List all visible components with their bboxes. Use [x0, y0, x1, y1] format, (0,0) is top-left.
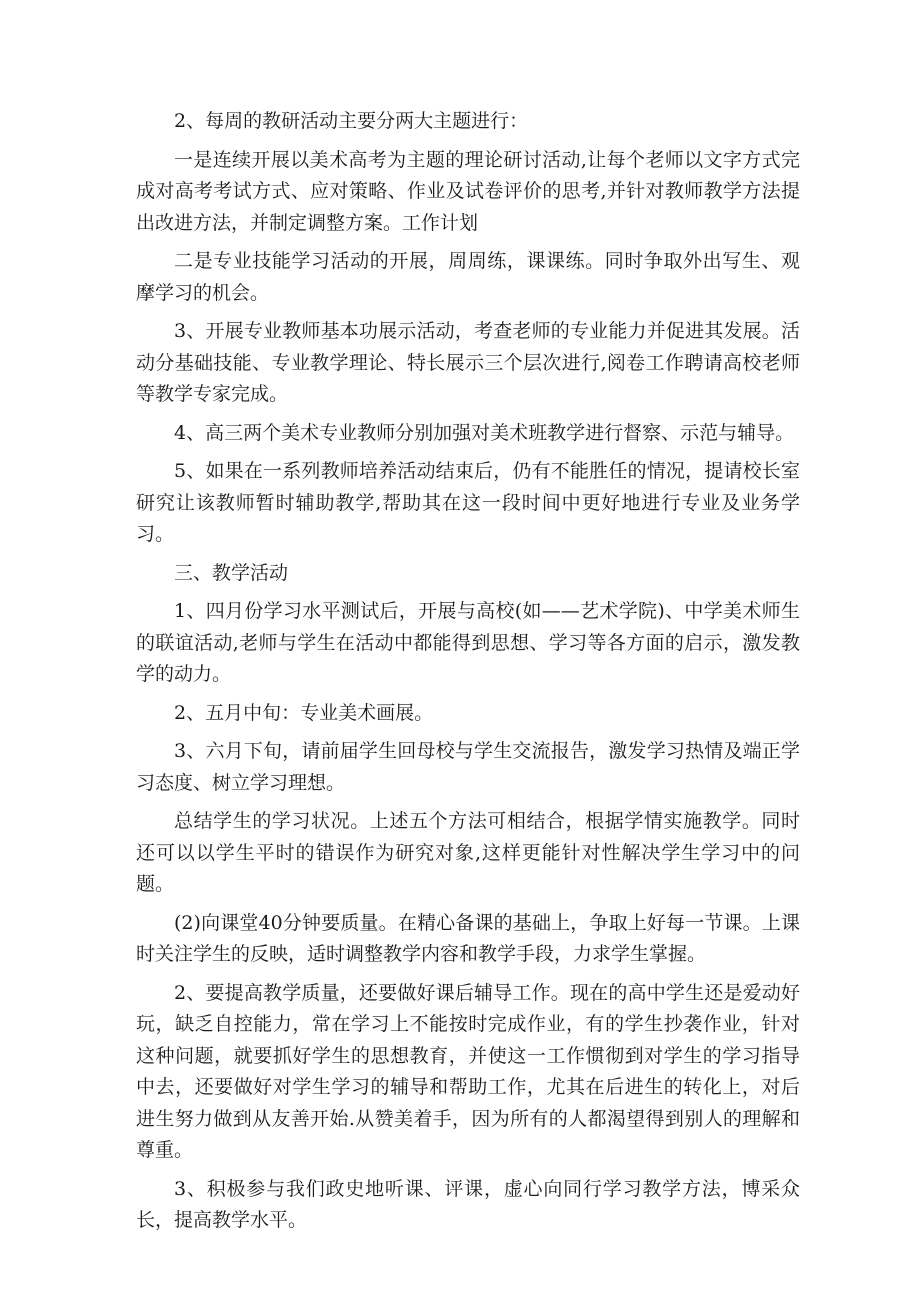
paragraph: 2、每周的教研活动主要分两大主题进行：: [174, 110, 529, 132]
paragraph: 3、开展专业教师基本功展示活动，考查老师的专业能力并促进其发展。活动分基础技能、专业教学理论、特长展示三个层次进行,阅卷工作聘请高校老师等教学专家完成。: [136, 320, 800, 405]
paragraph: 1、四月份学习水平测试后，开展与高校(如——艺术学院)、中学美术师生的联谊活动,老师与学生在活动中都能得到思想、学习等各方面的启示，激发教学的动力。: [136, 600, 800, 685]
paragraph: 5、如果在一系列教师培养活动结束后，仍有不能胜任的情况，提请校长室研究让该教师暂时辅助教学,帮助其在这一段时间中更好地进行专业及业务学习。: [136, 460, 800, 545]
paragraph: 2、要提高教学质量，还要做好课后辅导工作。现在的高中学生还是爱动好玩，缺乏自控能力，常在学习上不能按时完成作业，有的学生抄袭作业，针对这种问题，就要抓好学生的思想教育，并使这一工作惯彻到对学生的学习指导中去，还要做好对学生学习的辅导和帮助工作，尤其在后进生的转化上，对后进生努力做到从友善开始.从赞美着手，因为所有的人都渴望得到别人的理解和尊重。: [136, 981, 800, 1161]
paragraph: 一是连续开展以美术高考为主题的理论研讨活动,让每个老师以文字方式完成对高考考试方式、应对策略、作业及试卷评价的思考,并针对教师教学方法提出改进方法，并制定调整方案。工作计划: [136, 148, 800, 234]
document-body: [136, 106, 800, 1244]
section-heading: 三、教学活动: [174, 561, 289, 584]
paragraph: 3、积极参与我们政史地听课、评课，虚心向同行学习教学方法，博采众长，提高教学水平。: [136, 1177, 800, 1231]
paragraph: 总结学生的学习状况。上述五个方法可相结合，根据学情实施教学。同时还可以以学生平时的错误作为研究对象,这样更能针对性解决学生学习中的问题。: [136, 810, 800, 895]
paragraph: 3、六月下旬，请前届学生回母校与学生交流报告，激发学习热情及端正学习态度、树立学习理想。: [136, 740, 800, 794]
paragraph: 4、高三两个美术专业教师分别加强对美术班教学进行督察、示范与辅导。: [174, 421, 795, 444]
paragraph: 2、五月中旬：专业美术画展。: [174, 701, 434, 724]
paragraph: 二是专业技能学习活动的开展，周周练，课课练。同时争取外出写生、观摩学习的机会。: [136, 250, 800, 304]
paragraph: (2)向课堂40分钟要质量。在精心备课的基础上，争取上好每一节课。上课时关注学生的反映，适时调整教学内容和教学手段，力求学生掌握。: [136, 911, 800, 965]
